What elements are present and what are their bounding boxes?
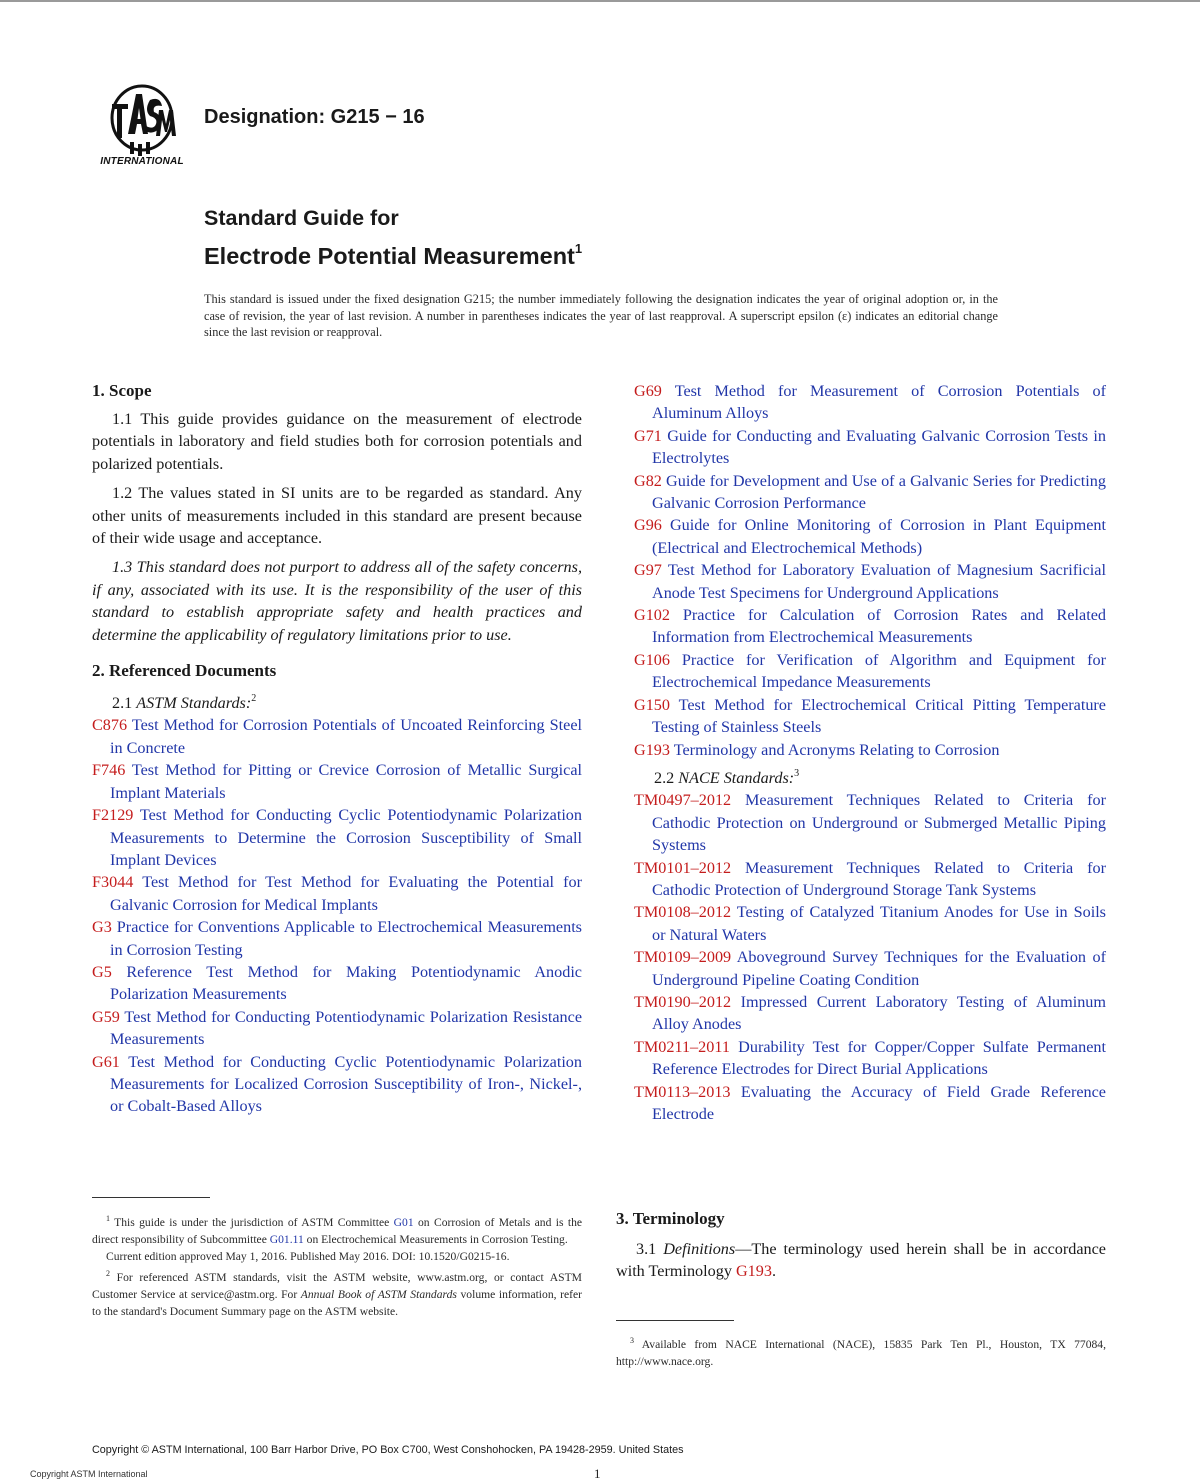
nace-ref-code[interactable]: TM0113–2013 bbox=[634, 1082, 731, 1101]
nace-ref-code[interactable]: TM0211–2011 bbox=[634, 1037, 730, 1056]
astm-ref-title[interactable]: Practice for Conventions Applicable to Electrochemical Measurements in Corrosion Testing bbox=[110, 918, 582, 959]
astm-ref-code[interactable]: F3044 bbox=[92, 873, 134, 892]
astm-ref-code[interactable]: G150 bbox=[634, 695, 670, 714]
nace-ref-title[interactable]: Impressed Current Laboratory Testing of Aluminum Alloy Anodes bbox=[652, 992, 1106, 1034]
astm-ref-title[interactable]: Test Method for Test Method for Evaluating the Potential for Galvanic Corrosion for Medical Implants bbox=[110, 873, 582, 914]
title-line-2-text: Electrode Potential Measurement bbox=[204, 243, 575, 269]
nace-ref-code[interactable]: TM0101–2012 bbox=[634, 858, 732, 877]
fn2-text-b: volume information, refer to the standard's Document Summary page on the ASTM website. bbox=[92, 1288, 582, 1318]
referenced-heading: 2. Referenced Documents bbox=[92, 661, 277, 681]
astm-ref-title[interactable]: Reference Test Method for Making Potentiodynamic Anodic Polarization Measurements bbox=[110, 962, 582, 1004]
nace-ref-title[interactable]: Testing of Catalyzed Titanium Anodes for Use in Soils or Natural Waters bbox=[652, 903, 1106, 944]
nace-reference-list bbox=[634, 789, 1106, 1125]
footnote-1-edition: Current edition approved May 1, 2016. Published May 2016. DOI: 10.1520/G0215-16. bbox=[106, 1250, 510, 1263]
astm-ref-title[interactable]: Test Method for Electrochemical Critical Pitting Temperature Testing of Stainless Steels bbox=[652, 695, 1106, 737]
terminology-heading: 3. Terminology bbox=[616, 1209, 725, 1228]
nace-ref-item[interactable] bbox=[634, 991, 1106, 1036]
astm-ref-code[interactable]: F2129 bbox=[92, 806, 134, 825]
astm-ref-title[interactable]: Test Method for Pitting or Crevice Corrosion of Metallic Surgical Implant Materials bbox=[110, 761, 582, 802]
astm-ref-title[interactable]: Test Method for Conducting Cyclic Potentiodynamic Polarization Measurements for Localized Corrosion Susceptibility of Iron-, Nickel-, or Cobalt-Based Alloys bbox=[110, 1052, 582, 1116]
astm-ref-code[interactable]: G97 bbox=[634, 561, 662, 580]
astm-logo bbox=[92, 80, 192, 170]
nace-ref-title[interactable]: Aboveground Survey Techniques for the Evaluation of Underground Pipeline Coating Condition bbox=[652, 948, 1106, 989]
astm-logo-icon bbox=[92, 80, 192, 158]
nace-ref-item[interactable] bbox=[634, 946, 1106, 991]
astm-ref-title[interactable]: Test Method for Conducting Cyclic Potentiodynamic Polarization Measurements to Determine the Corrosion Susceptibility of Small Implant Devices bbox=[110, 806, 582, 869]
astm-ref-code[interactable]: G82 bbox=[634, 471, 662, 490]
logo-text: INTERNATIONAL bbox=[100, 156, 184, 167]
astm-ref-item[interactable] bbox=[634, 514, 1106, 559]
astm-ref-code[interactable]: G59 bbox=[92, 1007, 120, 1026]
astm-ref-title[interactable]: Terminology and Acronyms Relating to Corrosion bbox=[669, 740, 1000, 759]
astm-ref-code[interactable]: C876 bbox=[92, 716, 128, 735]
nace-ref-code[interactable]: TM0109–2009 bbox=[634, 948, 732, 967]
astm-ref-item[interactable] bbox=[634, 470, 1106, 515]
astm-ref-title[interactable]: Guide for Conducting and Evaluating Galvanic Corrosion Tests in Electrolytes bbox=[652, 426, 1106, 468]
title-line-2 bbox=[204, 233, 582, 272]
astm-ref-title[interactable]: Test Method for Measurement of Corrosion Potentials of Aluminum Alloys bbox=[652, 382, 1106, 423]
astm-ref-code[interactable]: G102 bbox=[634, 606, 670, 625]
title-line-1: Standard Guide for bbox=[204, 206, 399, 230]
astm-ref-item[interactable] bbox=[92, 1006, 582, 1051]
astm-ref-title[interactable]: Test Method for Corrosion Potentials of Uncoated Reinforcing Steel in Concrete bbox=[110, 716, 582, 757]
astm-ref-item[interactable] bbox=[92, 916, 582, 961]
title-footnote-mark: 1 bbox=[574, 241, 583, 256]
page-number: 1 bbox=[594, 1466, 601, 1481]
terminology-link-g193[interactable]: G193 bbox=[735, 1262, 772, 1281]
astm-ref-code[interactable]: G5 bbox=[92, 962, 112, 981]
astm-ref-code[interactable]: G61 bbox=[92, 1052, 120, 1071]
nace-ref-title[interactable]: Measurement Techniques Related to Criteria for Cathodic Protection on Underground or Submerged Metallic Piping Systems bbox=[652, 791, 1106, 855]
astm-ref-title[interactable]: Practice for Calculation of Corrosion Rates and Related Information from Electrochemical Measurements bbox=[652, 606, 1106, 647]
astm-label-mark: 2 bbox=[251, 693, 257, 705]
issued-notice: This standard is issued under the fixed designation G215; the number immediately following the designation indicates the year of original adoption or, in the case of revision, the year of last revision. A number in parentheses indicates the year of last reapproval. A superscript epsilon (ε) indicates an editorial change since the last revision or reapproval. bbox=[204, 292, 998, 340]
footnote-rule-left bbox=[92, 1197, 210, 1198]
astm-ref-item[interactable] bbox=[634, 694, 1106, 739]
astm-ref-item[interactable] bbox=[92, 1051, 582, 1118]
copyright-stamp: Copyright ASTM International bbox=[30, 1469, 148, 1479]
fn2-text-a: For referenced ASTM standards, visit the ASTM website, www.astm.org, or contact ASTM Customer Service at service@astm.org. For bbox=[92, 1271, 582, 1301]
astm-ref-item[interactable] bbox=[634, 604, 1106, 649]
fn1-text-b: on Corrosion of Metals and is the direct responsibility of Subcommittee bbox=[92, 1216, 583, 1246]
footnotes-right bbox=[616, 1332, 1106, 1370]
nace-label-text: NACE Standards: bbox=[678, 768, 795, 787]
astm-ref-title[interactable]: Test Method for Laboratory Evaluation of Magnesium Sacrificial Anode Test Specimens for Underground Applications bbox=[652, 561, 1106, 602]
footnote-1 bbox=[92, 1210, 582, 1248]
nace-ref-item[interactable] bbox=[634, 901, 1106, 946]
footnotes-left bbox=[92, 1210, 582, 1320]
terminology-section bbox=[616, 1208, 1106, 1290]
astm-ref-item[interactable] bbox=[92, 714, 582, 759]
fn1-link-subcommittee[interactable]: G01.11 bbox=[269, 1233, 304, 1246]
astm-ref-code[interactable]: F746 bbox=[92, 761, 126, 780]
top-border-line bbox=[0, 0, 1200, 2]
astm-ref-item[interactable] bbox=[634, 739, 1106, 761]
astm-ref-code[interactable]: G106 bbox=[634, 650, 670, 669]
designation: Designation: G215 − 16 bbox=[204, 106, 425, 128]
footnote-3 bbox=[616, 1332, 1106, 1370]
astm-ref-item[interactable] bbox=[634, 559, 1106, 604]
astm-reference-list-continued bbox=[634, 380, 1106, 761]
fn1-text-a: This guide is under the jurisdiction of ASTM Committee bbox=[110, 1216, 394, 1229]
astm-ref-item[interactable] bbox=[92, 804, 582, 871]
nace-ref-item[interactable] bbox=[634, 1081, 1106, 1126]
astm-standards-label bbox=[92, 688, 582, 714]
astm-ref-item[interactable] bbox=[634, 425, 1106, 470]
fn1-link-committee[interactable]: G01 bbox=[393, 1216, 414, 1229]
astm-ref-code[interactable]: G3 bbox=[92, 918, 112, 937]
footnote-rule-right bbox=[616, 1320, 734, 1321]
astm-reference-list bbox=[92, 714, 582, 1117]
scope-p3: 1.3 This standard does not purport to address all of the safety concerns, if any, associated with its use. It is the responsibility of the user of this standard to establish appropriate safety and health practices and determine the applicability of regulatory limitations prior to use. bbox=[92, 558, 582, 644]
astm-ref-item[interactable] bbox=[92, 871, 582, 916]
nace-ref-item[interactable] bbox=[634, 789, 1106, 856]
nace-ref-title[interactable]: Durability Test for Copper/Copper Sulfate Permanent Reference Electrodes for Direct Burial Applications bbox=[652, 1037, 1106, 1079]
astm-ref-code[interactable]: G71 bbox=[634, 426, 662, 445]
astm-ref-title[interactable]: Guide for Development and Use of a Galvanic Series for Predicting Galvanic Corrosion Performance bbox=[652, 471, 1106, 513]
scope-p2: 1.2 The values stated in SI units are to be regarded as standard. Any other units of measurements included in this standard are present because of their wide usage and acceptance. bbox=[92, 484, 582, 548]
term-p-text: —The terminology used herein shall be in accordance with Terminology bbox=[616, 1240, 1106, 1281]
nace-ref-item[interactable] bbox=[634, 1036, 1106, 1081]
left-column bbox=[92, 380, 582, 1118]
fn3-text: Available from NACE International (NACE), 15835 Park Ten Pl., Houston, TX 77084, http://www.nace.org. bbox=[616, 1338, 1106, 1368]
astm-ref-title[interactable]: Test Method for Conducting Potentiodynamic Polarization Resistance Measurements bbox=[110, 1007, 582, 1049]
term-p-end: . bbox=[771, 1262, 776, 1281]
astm-ref-code[interactable]: G69 bbox=[634, 382, 662, 400]
nace-ref-title[interactable]: Evaluating the Accuracy of Field Grade Reference Electrode bbox=[652, 1082, 1106, 1123]
nace-label-mark: 3 bbox=[794, 767, 800, 779]
astm-label-num: 2.1 bbox=[112, 694, 133, 713]
fn1-text-c: on Electrochemical Measurements in Corrosion Testing. bbox=[303, 1233, 568, 1246]
nace-ref-code[interactable]: TM0190–2012 bbox=[634, 992, 732, 1011]
scope-p1: 1.1 This guide provides guidance on the measurement of electrode potentials in laboratory and field studies both for corrosion potentials and polarized potentials. bbox=[92, 410, 582, 473]
nace-ref-item[interactable] bbox=[634, 857, 1106, 902]
astm-ref-item[interactable] bbox=[92, 961, 582, 1006]
footnote-2 bbox=[92, 1265, 582, 1320]
astm-ref-code[interactable]: G193 bbox=[634, 740, 670, 759]
term-p-num: 3.1 bbox=[636, 1240, 657, 1258]
copyright-line: Copyright © ASTM International, 100 Barr Harbor Drive, PO Box C700, West Conshohocken, PA 19428-2959. United States bbox=[92, 1444, 684, 1456]
fn1-mark: 1 bbox=[106, 1214, 110, 1223]
term-p-term: Definitions bbox=[663, 1240, 736, 1258]
astm-ref-title[interactable]: Practice for Verification of Algorithm and Equipment for Electrochemical Impedance Measurements bbox=[652, 650, 1106, 692]
astm-ref-item[interactable] bbox=[634, 380, 1106, 425]
nace-standards-label bbox=[634, 763, 1106, 789]
astm-ref-item[interactable] bbox=[92, 759, 582, 804]
terminology-p1 bbox=[616, 1238, 1106, 1283]
astm-ref-title[interactable]: Guide for Online Monitoring of Corrosion in Plant Equipment (Electrical and Electrochemical Methods) bbox=[652, 516, 1106, 557]
right-column bbox=[634, 380, 1106, 1125]
fn3-mark: 3 bbox=[630, 1336, 634, 1345]
scope-heading: 1. Scope bbox=[92, 381, 152, 400]
document-title bbox=[204, 203, 582, 272]
nace-label-num: 2.2 bbox=[654, 768, 675, 787]
astm-label-text: ASTM Standards: bbox=[136, 694, 252, 713]
astm-ref-item[interactable] bbox=[634, 649, 1106, 694]
fn2-text-em: Annual Book of ASTM Standards bbox=[300, 1288, 457, 1301]
astm-ref-code[interactable]: G96 bbox=[634, 516, 662, 535]
nace-ref-code[interactable]: TM0108–2012 bbox=[634, 903, 732, 922]
nace-ref-title[interactable]: Measurement Techniques Related to Criteria for Cathodic Protection of Underground Storage Tank Systems bbox=[652, 858, 1106, 899]
fn2-mark: 2 bbox=[106, 1269, 110, 1278]
nace-ref-code[interactable]: TM0497–2012 bbox=[634, 791, 732, 810]
